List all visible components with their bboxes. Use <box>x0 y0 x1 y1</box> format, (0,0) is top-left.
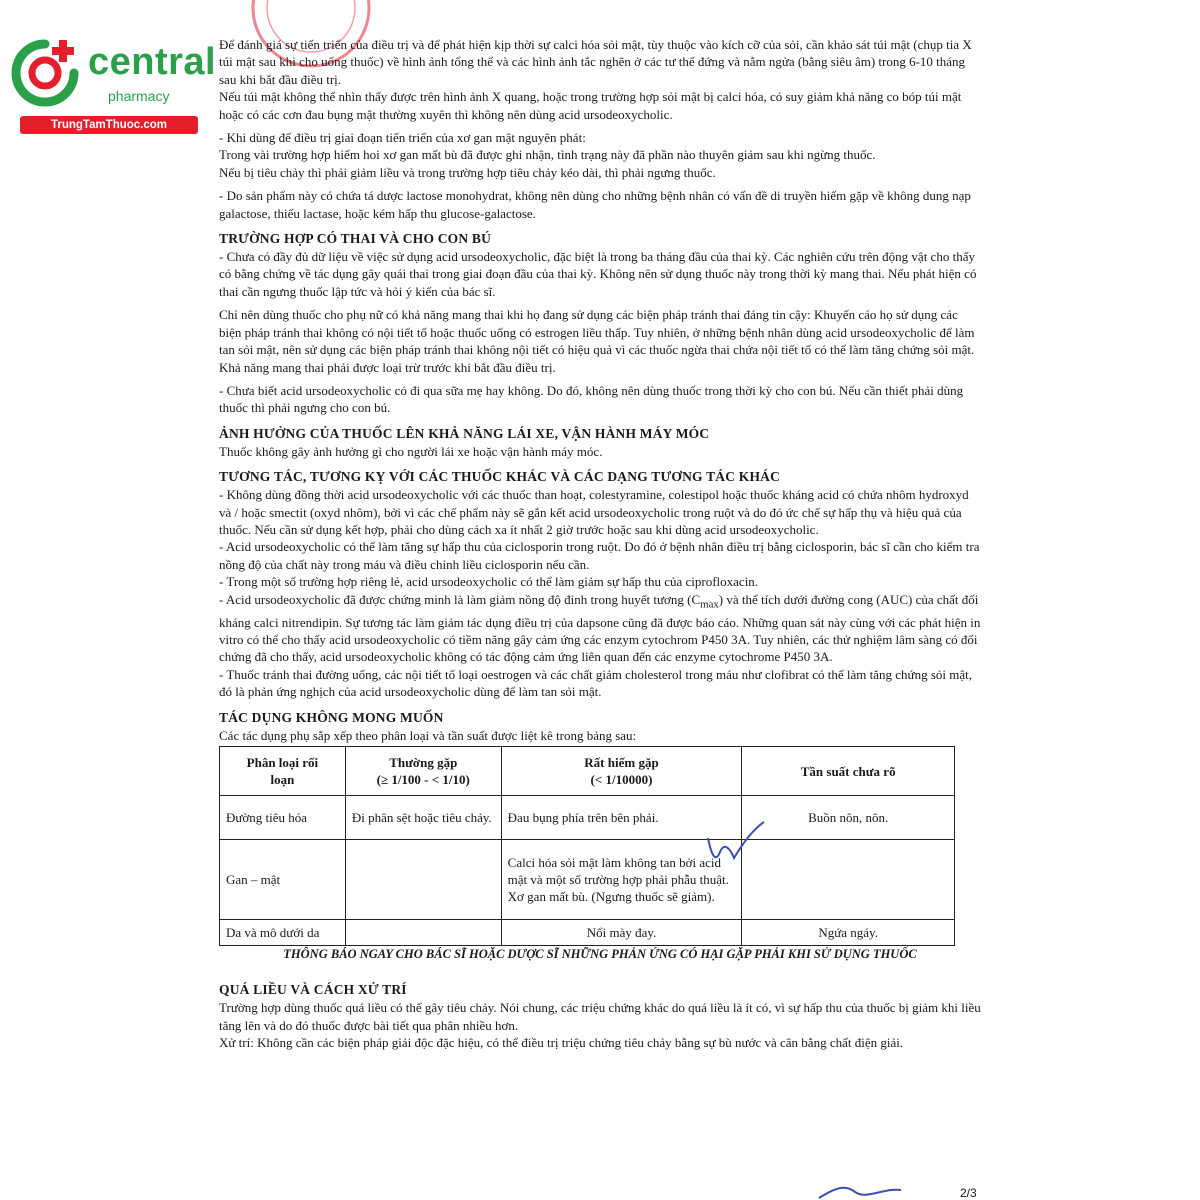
paragraph: - Chưa có đầy đủ dữ liệu về việc sử dụng acid ursodeoxycholic, đặc biệt là trong ba tháng đầu của thai kỳ. Các nghiên cứu trên động vật cho thấy có bằng chứng về tác dụng gây quái thai trong giai đoạn đầu của thai kỳ. Không nên sử dụng thuốc này trong thời kỳ mang thai. Nếu phát hiện có thai cần ngưng thuốc lập tức và hỏi ý kiến của bác sĩ. <box>219 249 977 299</box>
section-heading-pregnancy: TRƯỜNG HỢP CÓ THAI VÀ CHO CON BÚ <box>219 231 492 247</box>
signature-icon <box>700 818 770 868</box>
table-header: Tần suất chưa rõ <box>742 747 955 796</box>
table-row <box>220 840 955 920</box>
paragraph <box>219 591 981 666</box>
paragraph: Nếu túi mật không thể nhìn thấy được trên hình ảnh X quang, hoặc trong trường hợp sỏi mật bị calci hóa, có suy giảm khả năng co bóp túi mật hoặc có các cơn đau bụng mật thường xuyên thì không nên dùng acid ursodeoxycholic. <box>219 89 962 122</box>
table-cell: Nổi mày đay. <box>501 920 742 946</box>
section-heading-interactions: TƯƠNG TÁC, TƯƠNG KỴ VỚI CÁC THUỐC KHÁC VÀ CÁC DẠNG TƯƠNG TÁC KHÁC <box>219 469 781 485</box>
table-header: Rất hiếm gặp (< 1/10000) <box>501 747 742 796</box>
adverse-effects-table <box>219 746 955 946</box>
table-cell: Da và mô dưới da <box>220 920 346 946</box>
section-heading-overdose: QUÁ LIỀU VÀ CÁCH XỬ TRÍ <box>219 982 407 998</box>
paragraph: - Trong một số trường hợp riêng lẻ, acid ursodeoxycholic có thể làm giảm sự hấp thu của ciprofloxacin. <box>219 574 759 590</box>
table-row <box>220 796 955 840</box>
paragraph: Thuốc không gây ảnh hưởng gì cho người lái xe hoặc vận hành máy móc. <box>219 443 603 459</box>
section-heading-driving: ẢNH HƯỞNG CỦA THUỐC LÊN KHẢ NĂNG LÁI XE, VẬN HÀNH MÁY MÓC <box>219 425 710 441</box>
paragraph: - Khi dùng để điều trị giai đoạn tiến triển của xơ gan mật nguyên phát: <box>219 130 586 146</box>
table-header: Thường gặp (≥ 1/100 - < 1/10) <box>345 747 501 796</box>
paragraph: Trường hợp dùng thuốc quá liều có thể gây tiêu chảy. Nói chung, các triệu chứng khác do quá liều là ít có, vì sự hấp thu của thuốc bị giảm khi liều tăng lên và do đó thuốc được bài tiết qua phân nhiều hơn. <box>219 1000 981 1033</box>
logo-subtitle: pharmacy <box>108 88 170 104</box>
paragraph: Trong vài trường hợp hiếm hoi xơ gan mất bù đã được ghi nhận, tình trạng này đã phần nào thuyên giảm sau khi ngừng thuốc. <box>219 147 876 163</box>
table-cell: Ngứa ngáy. <box>742 920 955 946</box>
table-cell <box>345 840 501 920</box>
subscript: max <box>700 598 719 611</box>
paragraph: Các tác dụng phụ sắp xếp theo phân loại và tần suất được liệt kê trong bảng sau: <box>219 727 637 743</box>
table-row <box>220 920 955 946</box>
logo-brand: central <box>88 41 217 83</box>
paragraph: - Chưa biết acid ursodeoxycholic có đi qua sữa mẹ hay không. Do đó, không nên dùng thuốc trong thời kỳ cho con bú. Nếu cần thiết phải dùng thuốc thì phải ngưng cho con bú. <box>219 382 964 416</box>
text-part: ) và thể tích dưới đường cong (AUC) của chất đối kháng calci nitrendipin. Sự tương tác làm giảm tác dụng điều trị của dapsone cũng đã được báo cáo. Những quan sát này cùng với các phát hiện in vitro có thể cho thấy acid ursodeoxycholic có tiềm năng gây cảm ứng các enzym cytochrom P450 3A. Tuy nhiên, các thử nghiệm lâm sàng có đối chứng đã cho thấy, acid ursodeoxycholic không có tác động cảm ứng liên quan đến các enzyme cytochrome P450 3A. <box>219 591 981 665</box>
pharmacy-cross-icon <box>8 36 82 110</box>
table-cell <box>345 920 501 946</box>
table-cell: Đường tiêu hóa <box>220 796 346 840</box>
table-header-row <box>220 747 955 796</box>
paragraph: - Không dùng đồng thời acid ursodeoxycholic với các thuốc than hoạt, colestyramine, colestipol hoặc thuốc kháng acid có chứa nhôm hydroxyd và / hoặc smectit (oxyd nhôm), bởi vì các chế phẩm này sẽ gắn kết acid ursodeoxycholic trong ruột và do đó ức chế sự hấp thụ và hiệu quả của thuốc. Nếu cần sử dụng kết hợp, phải cho dùng cách xa ít nhất 2 giờ trước hoặc sau khi dùng acid ursodeoxycholic. <box>219 487 969 537</box>
paragraph: - Do sản phẩm này có chứa tá dược lactose monohydrat, không nên dùng cho những bệnh nhân có vấn đề di truyền hiếm gặp về không dung nạp galactose, thiếu lactase, hoặc kém hấp thu glucose-galactose. <box>219 188 971 221</box>
table-cell <box>742 840 955 920</box>
adverse-warning: THÔNG BÁO NGAY CHO BÁC SĨ HOẶC DƯỢC SĨ NHỮNG PHẢN ỨNG CÓ HẠI GẶP PHẢI KHI SỬ DỤNG THUỐC <box>283 947 917 961</box>
signature-icon <box>815 1182 905 1200</box>
page-number: 2/3 <box>960 1186 977 1200</box>
paragraph: Chỉ nên dùng thuốc cho phụ nữ có khả năng mang thai khi họ đang sử dụng các biện pháp tránh thai đáng tin cậy: Khuyến cáo họ sử dụng các biện pháp tránh thai không có nội tiết tố hoặc thuốc uống có estrogen liều thấp. Tuy nhiên, ở những bệnh nhân dùng acid ursodeoxycholic để làm tan sỏi mật, nên sử dụng các biện pháp tránh thai không nội tiết có hiệu quả vì các thuốc ngừa thai chứa nội tiết tố có thể làm tăng chứng sỏi mật. Khả năng mang thai phải được loại trừ trước khi bắt đầu điều trị. <box>219 307 975 375</box>
section-heading-adverse: TÁC DỤNG KHÔNG MONG MUỐN <box>219 709 444 725</box>
paragraph: - Thuốc tránh thai đường uống, các nội tiết tố loại oestrogen và các chất giảm cholesterol trong máu như clofibrat có thể làm tăng chứng sỏi mật, đó là phản ứng nghịch của acid ursodeoxycholic dùng để làm tan sỏi mật. <box>219 666 973 700</box>
central-pharmacy-logo[interactable] <box>8 36 217 136</box>
paragraph: Nếu bị tiêu chảy thì phải giảm liều và trong trường hợp tiêu chảy kéo dài, thì phải ngưng thuốc. <box>219 164 716 180</box>
paragraph: Xử trí: Không cần các biện pháp giải độc đặc hiệu, có thể điều trị triệu chứng tiêu chảy bằng sự bù nước và cân bằng chất điện giải. <box>219 1035 904 1051</box>
paragraph: Để đánh giá sự tiến triển của điều trị và để phát hiện kịp thời sự calci hóa sỏi mật, tùy thuộc vào kích cỡ của sỏi, cần khảo sát túi mật (chụp tia X túi mật sau khi cho uống thuốc) về hình ảnh tổng thể và các hình ảnh tắc nghẽn ở các tư thế đứng và nằm ngửa (bằng siêu âm) trong 6-10 tháng sau khi bắt đầu điều trị. <box>219 37 972 87</box>
table-header: Phân loại rối loạn <box>220 747 346 796</box>
table-cell: Calci hóa sỏi mật làm không tan bởi acid mật và một số trường hợp phải phẫu thuật. Xơ gan mất bù. (Ngưng thuốc sẽ giảm). <box>501 840 742 920</box>
table-cell: Buồn nôn, nôn. <box>742 796 955 840</box>
text-part: - Acid ursodeoxycholic đã được chứng minh là làm giảm nồng độ đỉnh trong huyết tương (C <box>219 591 701 607</box>
table-cell: Đau bụng phía trên bên phải. <box>501 796 742 840</box>
paragraph: - Acid ursodeoxycholic có thể làm tăng sự hấp thu của ciclosporin trong ruột. Do đó ở bệnh nhân điều trị bằng ciclosporin, bác sĩ cần cho kiểm tra nồng độ của chất này trong máu và điều chỉnh liều ciclosporin nếu cần. <box>219 539 980 572</box>
document-body <box>219 36 981 1052</box>
table-cell: Đi phân sệt hoặc tiêu chảy. <box>345 796 501 840</box>
logo-website[interactable]: TrungTamThuoc.com <box>20 116 198 134</box>
table-cell: Gan – mật <box>220 840 346 920</box>
